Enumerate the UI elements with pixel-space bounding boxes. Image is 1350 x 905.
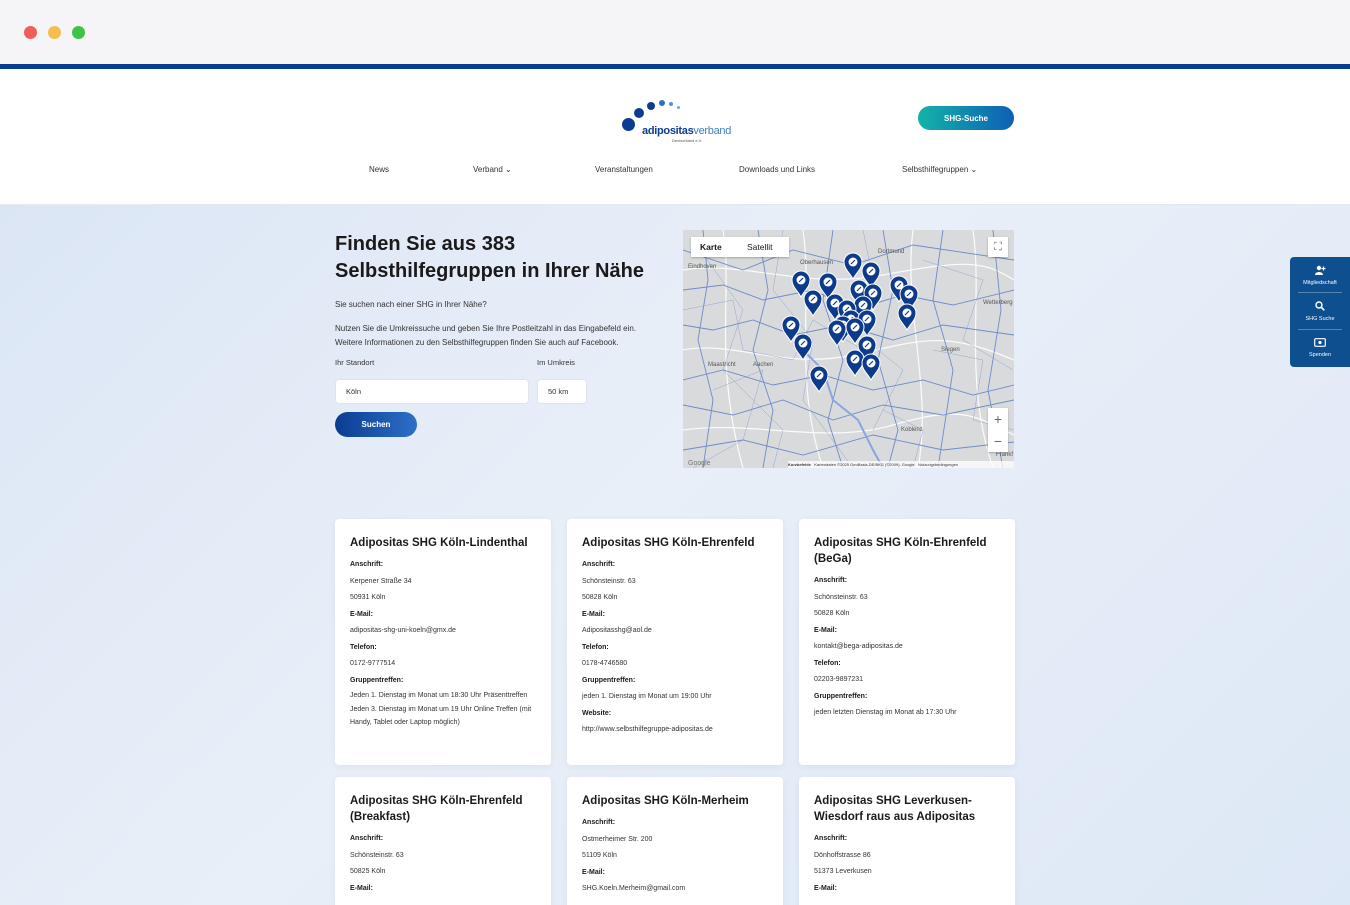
- group-title: Adipositas SHG Köln-Ehrenfeld: [582, 537, 755, 549]
- window-maximize-button[interactable]: [72, 26, 85, 39]
- email-link[interactable]: kontakt@bega-adipositas.de: [814, 643, 903, 650]
- side-quick-links: [1290, 257, 1350, 367]
- group-title: Adipositas SHG Köln-Lindenthal: [350, 537, 528, 549]
- group-title: Adipositas SHG Köln-Merheim: [582, 795, 749, 807]
- site-header: [0, 69, 1350, 205]
- side-link-membership[interactable]: [1290, 265, 1350, 286]
- fullscreen-icon[interactable]: ⛶: [988, 237, 1008, 257]
- search-question: Sie suchen nach einer SHG in Ihrer Nähe?: [335, 300, 487, 309]
- map-city-label: Dortmund: [878, 249, 905, 255]
- map-city-label: Maastricht: [708, 362, 736, 368]
- meeting-label: Gruppentreffen:: [814, 692, 868, 700]
- logo-wordmark-bold: adipositas: [642, 125, 694, 137]
- google-logo: Google: [688, 460, 711, 467]
- logo-dot: [677, 106, 680, 109]
- group-card[interactable]: [335, 777, 551, 905]
- map-credit-text: Kartendaten ©2025 GeoBasis-DE/BKG (©2009), Google: [814, 462, 915, 467]
- map-city-label: Koblenz: [901, 427, 923, 433]
- side-link-label: SHG Suche: [1305, 316, 1335, 322]
- map-type-switch: [691, 237, 789, 257]
- nav-item-selbsthilfegruppen[interactable]: Selbsthilfegruppen ⌄: [902, 165, 978, 174]
- meeting-text: jeden 1. Dienstag im Monat um 19:00 Uhr: [582, 693, 712, 700]
- email-label: E-Mail:: [350, 610, 373, 618]
- phone-label: Telefon:: [582, 643, 609, 651]
- address-city: 51109 Köln: [582, 852, 617, 859]
- main-content: [0, 205, 1350, 905]
- map-pin[interactable]: [898, 304, 916, 330]
- window-close-button[interactable]: [24, 26, 37, 39]
- site-logo[interactable]: [620, 99, 735, 145]
- meeting-text: Jeden 1. Dienstag im Monat um 18:30 Uhr Präsenttreffen: [350, 692, 528, 699]
- radius-select[interactable]: 50 km: [537, 379, 587, 404]
- group-title: Adipositas SHG Köln-Ehrenfeld (BeGa): [814, 537, 987, 565]
- address-street: Schönsteinstr. 63: [350, 851, 404, 859]
- group-title: Adipositas SHG Leverkusen-Wiesdorf raus aus Adipositas: [814, 795, 976, 823]
- group-card[interactable]: [567, 519, 783, 765]
- address-city: 50828 Köln: [582, 594, 618, 601]
- location-input[interactable]: Köln: [335, 379, 529, 404]
- email-link[interactable]: Adipositasshg@aol.de: [582, 627, 652, 634]
- logo-dot: [622, 118, 635, 131]
- map-city-label: Siegen: [941, 347, 960, 353]
- browser-titlebar: [0, 0, 1350, 64]
- donate-icon: [1290, 338, 1350, 351]
- map-zoom-control: [988, 408, 1008, 452]
- address-label: Anschrift:: [814, 577, 848, 584]
- address-label: Anschrift:: [814, 835, 848, 842]
- search-intro: Nutzen Sie die Umkreissuche und geben Sie Ihre Postleitzahl in das Eingabefeld ein. Weitere Informationen zu den Selbsthilfegruppen finden Sie auch auf Facebook.: [335, 324, 637, 347]
- nav-item-verband[interactable]: Verband ⌄: [473, 165, 512, 174]
- email-label: E-Mail:: [814, 626, 837, 634]
- map-city-label: Eindhoven: [688, 264, 717, 270]
- email-label: E-Mail:: [350, 884, 373, 892]
- email-label: E-Mail:: [582, 610, 605, 618]
- nav-item-news[interactable]: News: [369, 165, 390, 174]
- group-card[interactable]: [799, 519, 1015, 765]
- divider: [1298, 329, 1342, 330]
- nav-item-veranstaltungen[interactable]: Veranstaltungen: [595, 165, 653, 174]
- phone-label: Telefon:: [814, 659, 841, 667]
- phone-link[interactable]: 0172-9777514: [350, 660, 396, 667]
- logo-dot: [647, 102, 655, 110]
- address-city: 51373 Leverkusen: [814, 868, 872, 875]
- address-label: Anschrift:: [350, 561, 384, 568]
- phone-label: Telefon:: [350, 643, 377, 651]
- side-link-label: Spenden: [1308, 352, 1332, 358]
- map-terms-link[interactable]: Nutzungsbedingungen: [918, 462, 959, 467]
- logo-dot: [634, 108, 644, 118]
- map-pin[interactable]: [862, 354, 880, 380]
- logo-wordmark-light: verband: [693, 125, 732, 137]
- map-city-label: Aachen: [753, 362, 774, 368]
- phone-link[interactable]: 0178-4746580: [582, 660, 628, 667]
- member-icon: [1290, 265, 1350, 279]
- map-pin[interactable]: [804, 290, 822, 316]
- address-street: Schönsteinstr. 63: [814, 593, 868, 601]
- map-pin-layer: [683, 230, 1014, 468]
- map-city-label: Wetterberg: [983, 300, 1013, 306]
- website-label: Website:: [582, 709, 612, 717]
- address-street: Schönsteinstr. 63: [582, 577, 636, 585]
- side-link-donate[interactable]: [1290, 338, 1350, 358]
- map-city-label: Oberhausen: [800, 260, 834, 266]
- map-pin[interactable]: [810, 366, 828, 392]
- address-label: Anschrift:: [582, 561, 616, 568]
- group-title: Adipositas SHG Köln-Ehrenfeld (Breakfast): [350, 795, 523, 823]
- address-city: 50825 Köln: [350, 868, 386, 875]
- address-street: Kerpener Straße 34: [350, 577, 412, 585]
- map-pin[interactable]: [846, 350, 864, 376]
- zoom-in-button[interactable]: +: [993, 411, 1003, 427]
- address-street: Ostmerheimer Str. 200: [582, 835, 653, 843]
- nav-item-downloads[interactable]: Downloads und Links: [739, 165, 816, 174]
- side-link-shg-search[interactable]: [1290, 301, 1350, 322]
- map-attribution: [788, 461, 1014, 468]
- window-minimize-button[interactable]: [48, 26, 61, 39]
- location-label: Ihr Standort: [335, 358, 375, 367]
- map-shortcuts-link[interactable]: Kurzbefehle: [788, 462, 811, 467]
- meeting-text: Jeden 3. Dienstag im Monat um 19 Uhr Online Treffen (mit Handy, Tablet oder Laptop möglich): [350, 705, 532, 726]
- search-icon: [1290, 301, 1350, 315]
- logo-wordmark: [642, 125, 731, 137]
- page-title: Finden Sie aus 383 Selbsthilfegruppen in Ihrer Nähe: [335, 233, 644, 282]
- logo-dot: [669, 102, 673, 106]
- address-label: Anschrift:: [582, 819, 616, 826]
- map-pin[interactable]: [794, 334, 812, 360]
- map-pin[interactable]: [844, 253, 862, 279]
- map-tab-satellit[interactable]: Satellit: [747, 242, 773, 252]
- logo-dot: [659, 100, 665, 106]
- address-city: 50931 Köln: [350, 594, 386, 601]
- email-link[interactable]: SHG.Koeln.Merheim@gmail.com: [582, 885, 686, 892]
- email-link[interactable]: adipositas-shg-uni-koeln@gmx.de: [350, 627, 456, 634]
- divider: [1298, 292, 1342, 293]
- zoom-out-button[interactable]: −: [993, 433, 1003, 449]
- address-label: Anschrift:: [350, 835, 384, 842]
- map-city-label: Frankf: [996, 452, 1014, 458]
- search-submit-button[interactable]: Suchen: [335, 412, 417, 437]
- address-city: 50828 Köln: [814, 610, 850, 617]
- map-tab-karte[interactable]: Karte: [700, 242, 722, 252]
- meeting-label: Gruppentreffen:: [582, 676, 636, 684]
- meeting-label: Gruppentreffen:: [350, 676, 404, 684]
- group-card[interactable]: [335, 519, 551, 765]
- email-label: E-Mail:: [582, 868, 605, 876]
- website-link[interactable]: http://www.selbsthilfegruppe-adipositas.de: [582, 726, 713, 733]
- phone-link[interactable]: 02203-9897231: [814, 676, 864, 683]
- shg-search-button[interactable]: SHG-Suche: [918, 106, 1014, 130]
- group-card[interactable]: [567, 777, 783, 905]
- email-label: E-Mail:: [814, 884, 837, 892]
- group-map[interactable]: [683, 230, 1014, 468]
- meeting-text: jeden letzten Dienstag im Monat ab 17:30 Uhr: [814, 709, 957, 716]
- group-card[interactable]: [799, 777, 1015, 905]
- address-street: Dönhoffstrasse 86: [814, 851, 871, 859]
- radius-label: Im Umkreis: [537, 358, 575, 367]
- logo-subline: Deutschland e.V.: [672, 138, 703, 143]
- side-link-label: Mitgliedschaft: [1303, 280, 1337, 286]
